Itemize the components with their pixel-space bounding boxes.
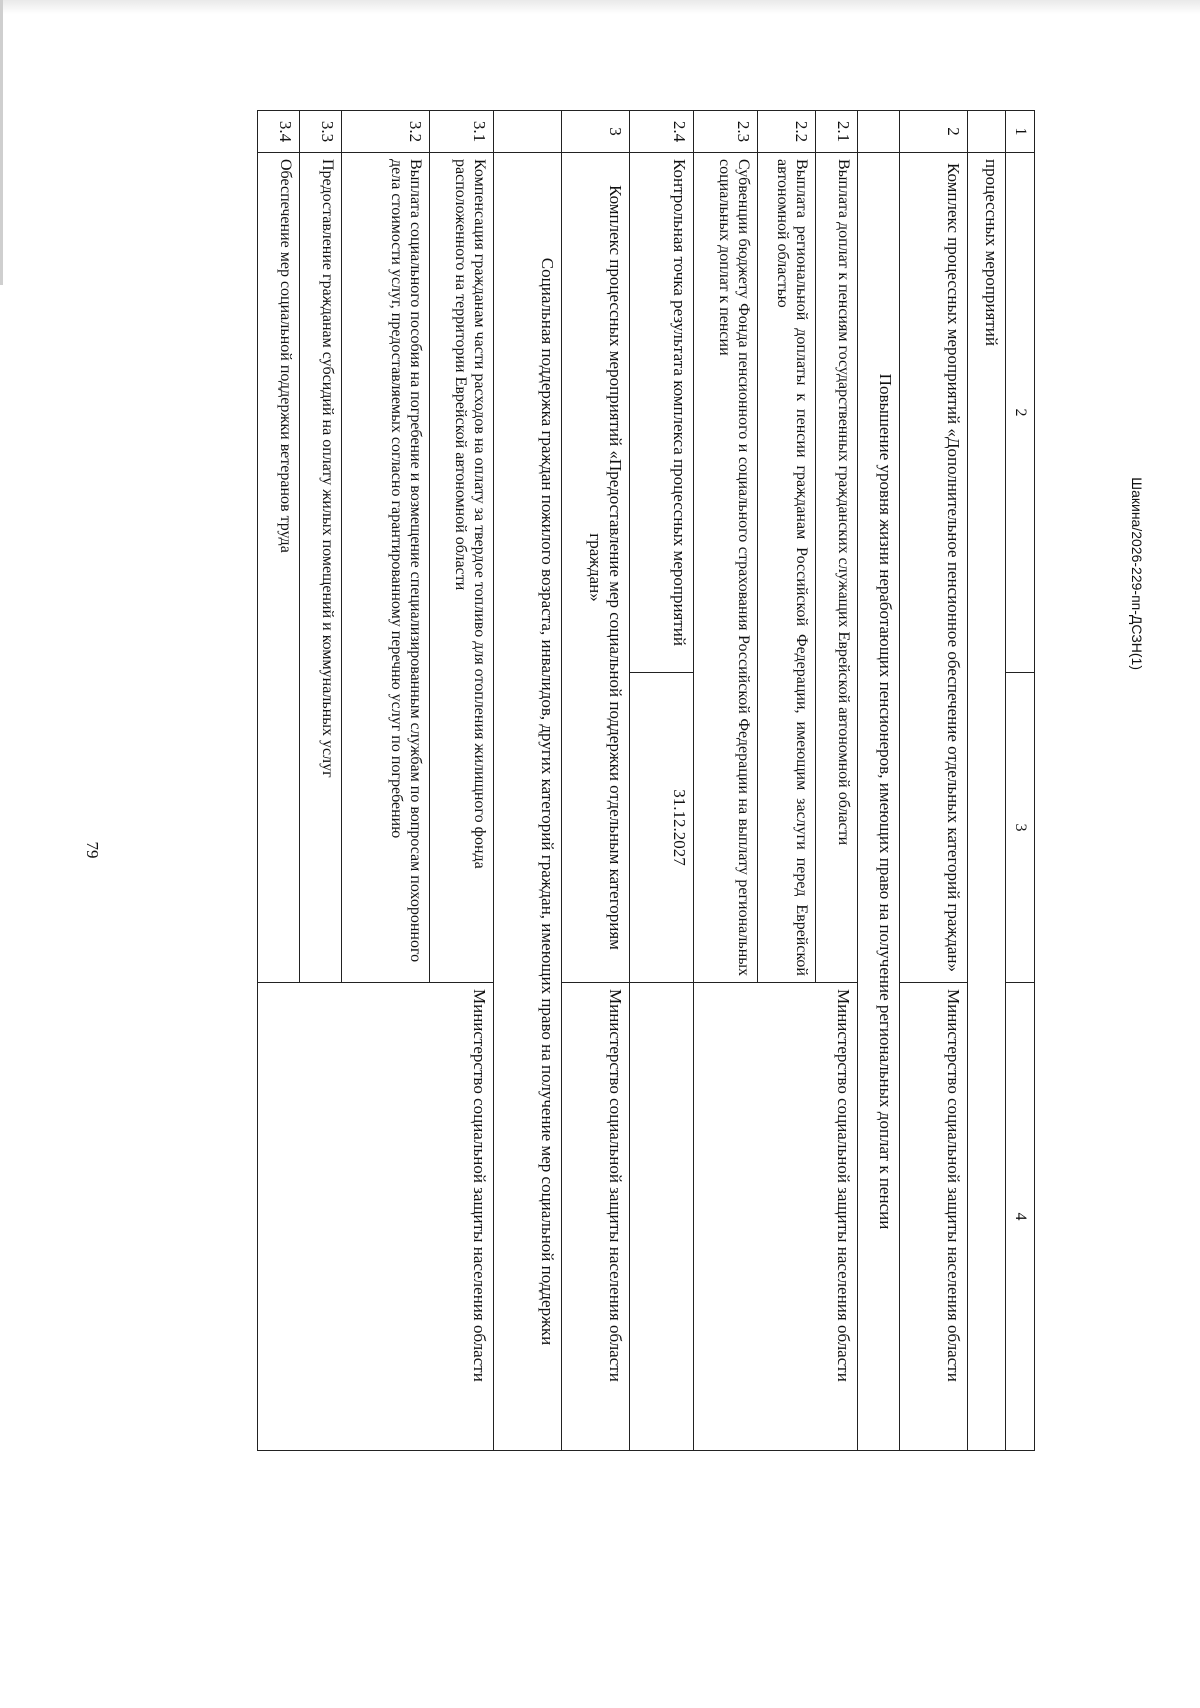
checkpoint-text: Контрольная точка результата комплекса процессных мероприятий xyxy=(630,153,694,673)
measure-text: Компенсация гражданам части расходов на оплату за твердое топливо для отопления жилищного фонда расположенного на территории Еврейской автономной области xyxy=(430,153,494,983)
row-number: 3.2 xyxy=(342,111,430,153)
row-number: 2.4 xyxy=(630,111,694,153)
row-number: 3.4 xyxy=(258,111,300,153)
row-number: 3.1 xyxy=(430,111,494,153)
responsible-executor: Министерство социальной защиты населения области xyxy=(694,983,858,1451)
header-col-1: 1 xyxy=(1006,111,1035,153)
document-code: Шакина/2026-229-пп-ДСЗН(1) xyxy=(1129,477,1145,670)
measures-table xyxy=(257,110,1035,1451)
measure-text: Субвенции бюджету Фонда пенсионного и социального страхования Российской Федерации на выплату региональных социальных доплат к пенсии xyxy=(694,153,758,983)
table-header-row xyxy=(1006,111,1035,1451)
page-number: 79 xyxy=(83,841,102,859)
header-col-4: 4 xyxy=(1006,983,1035,1451)
measure-text: Выплата региональной доплаты к пенсии гражданам Российской Федерации, имеющим заслуги перед Еврейской автономной областью xyxy=(758,153,816,983)
table-row xyxy=(630,111,694,1451)
row-number: 3.3 xyxy=(300,111,342,153)
section-title: Повышение уровня жизни неработающих пенсионеров, имеющих право на получение региональных доплат к пенсии xyxy=(858,153,900,1451)
row-number: 2.3 xyxy=(694,111,758,153)
complex-title: Комплекс процессных мероприятий «Предоставление мер социальной поддержки отдельным категориям граждан» xyxy=(562,153,630,983)
row-number: 2 xyxy=(900,111,968,153)
table-row xyxy=(816,111,858,1451)
header-col-2: 2 xyxy=(1006,153,1035,673)
section-title: Социальная поддержка граждан пожилого возраста, инвалидов, других категорий граждан, имеющих право на получение мер социальной поддержки xyxy=(494,153,562,1451)
table-row xyxy=(968,111,1006,1451)
complex-title: Комплекс процессных мероприятий «Дополнительное пенсионное обеспечение отдельных категорий граждан» xyxy=(900,153,968,983)
responsible-executor: Министерство социальной защиты населения области xyxy=(562,983,630,1451)
responsible-executor: Министерство социальной защиты населения области xyxy=(900,983,968,1451)
measure-text: Выплата социального пособия на погребение и возмещение специализированным службам по вопросам похоронного дела стоимости услуг, предоставляемых согласно гарантированному перечню услуг по погребению xyxy=(342,153,430,983)
table-row xyxy=(494,111,562,1451)
table-row xyxy=(900,111,968,1451)
row-number: 3 xyxy=(562,111,630,153)
row-number: 2.2 xyxy=(758,111,816,153)
measure-text: Выплата доплат к пенсиям государственных гражданских служащих Еврейской автономной области xyxy=(816,153,858,983)
responsible-executor: Министерство социальной защиты населения области xyxy=(258,983,494,1451)
continued-cell: процессных мероприятий xyxy=(968,153,1006,1451)
table-row xyxy=(430,111,494,1451)
header-col-3: 3 xyxy=(1006,673,1035,983)
measure-text: Обеспечение мер социальной поддержки ветеранов труда xyxy=(258,153,300,983)
checkpoint-date: 31.12.2027 xyxy=(630,673,694,983)
table-row xyxy=(562,111,630,1451)
table-row xyxy=(858,111,900,1451)
row-number: 2.1 xyxy=(816,111,858,153)
measures-table-rotated xyxy=(163,110,1035,1450)
scan-edge-top xyxy=(0,0,1200,14)
measure-text: Предоставление гражданам субсидий на оплату жилых помещений и коммунальных услуг xyxy=(300,153,342,983)
scan-edge-left xyxy=(0,0,3,285)
